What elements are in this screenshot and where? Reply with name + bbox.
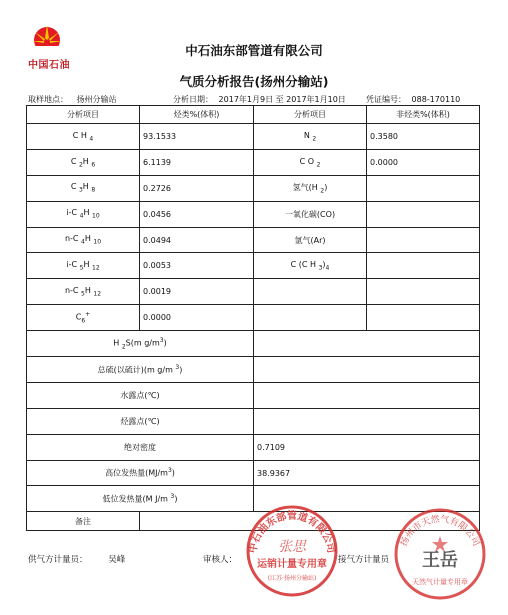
- property-label: 低位发热量(M J/m $^3$): [27, 486, 254, 512]
- property-label: 绝对密度: [27, 434, 254, 460]
- table-row: [27, 124, 480, 150]
- table-row: [27, 175, 480, 201]
- cert-value: 088-170110: [411, 95, 461, 104]
- component-value: 0.0019: [140, 279, 254, 305]
- property-row: [27, 408, 480, 434]
- stamp-bottom-text: 天然气计量专用章: [412, 578, 468, 586]
- table-row: [27, 279, 480, 305]
- property-label: 总硫(以硫计)(m g/m $^3$): [27, 357, 254, 383]
- supplier-seal-stamp: [244, 503, 340, 599]
- property-row: [27, 331, 480, 357]
- property-label: 水露点(℃): [27, 382, 254, 408]
- component-name: [254, 305, 367, 331]
- table-row: [27, 227, 480, 253]
- property-value: 0.7109: [254, 434, 480, 460]
- component-value: [367, 201, 480, 227]
- stamp-signature: 张思: [278, 539, 306, 555]
- property-label: H $_2$S(m $g/m^3$): [27, 331, 254, 357]
- supplier-field: [28, 553, 125, 565]
- stamp-signature: 王岳: [422, 550, 458, 571]
- company-name: 中石油东部管道有限公司: [185, 43, 323, 58]
- component-value: [367, 305, 480, 331]
- property-label: 烃露点(℃): [27, 408, 254, 434]
- cert-field: [366, 94, 460, 105]
- component-value: 0.3580: [367, 124, 480, 150]
- property-label: 高位发热量$(MJ/m^3)$: [27, 460, 254, 486]
- property-value: 38.9367: [254, 460, 480, 486]
- component-value: 0.0053: [140, 253, 254, 279]
- component-name: n-C $_5$H $_{12}$: [27, 279, 140, 305]
- table-row: [27, 149, 480, 175]
- property-value: [254, 382, 480, 408]
- stamp-bottom-text: (江苏·扬州分输站): [267, 575, 317, 582]
- component-name: i-C $_4$H $_{10}$: [27, 201, 140, 227]
- property-value: [254, 331, 480, 357]
- property-row: [27, 434, 480, 460]
- component-name: 氩气(Ar): [254, 227, 367, 253]
- component-value: 0.0456: [140, 201, 254, 227]
- supplier-label: 供气方计量员：: [28, 555, 88, 565]
- component-name: [254, 279, 367, 305]
- analysis-table: [26, 105, 480, 531]
- component-name: C (C H $_3)_4$: [254, 253, 367, 279]
- component-value: [367, 253, 480, 279]
- table-row: [27, 305, 480, 331]
- stamp-ring-text: 中石油东部管道有限公司: [247, 510, 337, 555]
- component-value: [367, 279, 480, 305]
- date-field: [173, 94, 346, 105]
- date-value: 2017年1月9日 至 2017年1月10日: [218, 95, 346, 104]
- component-value: 93.1533: [140, 124, 254, 150]
- component-name: 氢气(H $_2$): [254, 175, 367, 201]
- component-name: C $_2$H $_6$: [27, 149, 140, 175]
- component-value: 0.0000: [140, 305, 254, 331]
- component-name: 一氧化碳(CO): [254, 201, 367, 227]
- component-value: 0.0000: [367, 149, 480, 175]
- component-value: 0.2726: [140, 175, 254, 201]
- table-row: [27, 201, 480, 227]
- component-name: C H $_4$: [27, 124, 140, 150]
- table-header-row: [27, 106, 480, 124]
- property-row: [27, 382, 480, 408]
- report-title: 气质分析报告(扬州分输站): [179, 74, 329, 89]
- component-name: i-C $_5$H $_{12}$: [27, 253, 140, 279]
- remark-label: 备注: [27, 512, 140, 531]
- property-value: [254, 408, 480, 434]
- receiver-seal-stamp: [392, 506, 488, 602]
- component-value: [367, 227, 480, 253]
- logo-text: 中国石油: [28, 60, 70, 71]
- component-value: 0.0494: [140, 227, 254, 253]
- component-name: C $_3$H $_8$: [27, 175, 140, 201]
- property-value: [254, 357, 480, 383]
- receiver-label: 接气方计量员: [338, 555, 390, 565]
- header-cell: 非烃类%(体积): [367, 106, 480, 124]
- date-label: 分析日期：: [173, 95, 213, 104]
- component-value: [367, 175, 480, 201]
- header-cell: 分析项目: [254, 106, 367, 124]
- site-field: [28, 94, 117, 105]
- property-row: [27, 357, 480, 383]
- header-cell: 分析项目: [27, 106, 140, 124]
- reviewer-label: 审核人：: [203, 555, 238, 565]
- site-value: 扬州分输站: [76, 95, 117, 104]
- table-row: [27, 253, 480, 279]
- component-name: $C_6^+$: [27, 305, 140, 331]
- stamp-center-text: 运销计量专用章: [257, 559, 327, 570]
- component-name: n-C $_4$H $_{10}$: [27, 227, 140, 253]
- property-row: [27, 460, 480, 486]
- component-name: N $_2$: [254, 124, 367, 150]
- component-name: C O $_2$: [254, 149, 367, 175]
- supplier-name: 吴峰: [108, 555, 126, 565]
- component-value: 6.1139: [140, 149, 254, 175]
- cert-label: 凭证编号：: [366, 95, 406, 104]
- site-label: 取样地点：: [28, 95, 68, 104]
- stamp-ring-text: 扬州市天然气有限公司: [399, 514, 481, 548]
- header-cell: 烃类%(体积): [140, 106, 254, 124]
